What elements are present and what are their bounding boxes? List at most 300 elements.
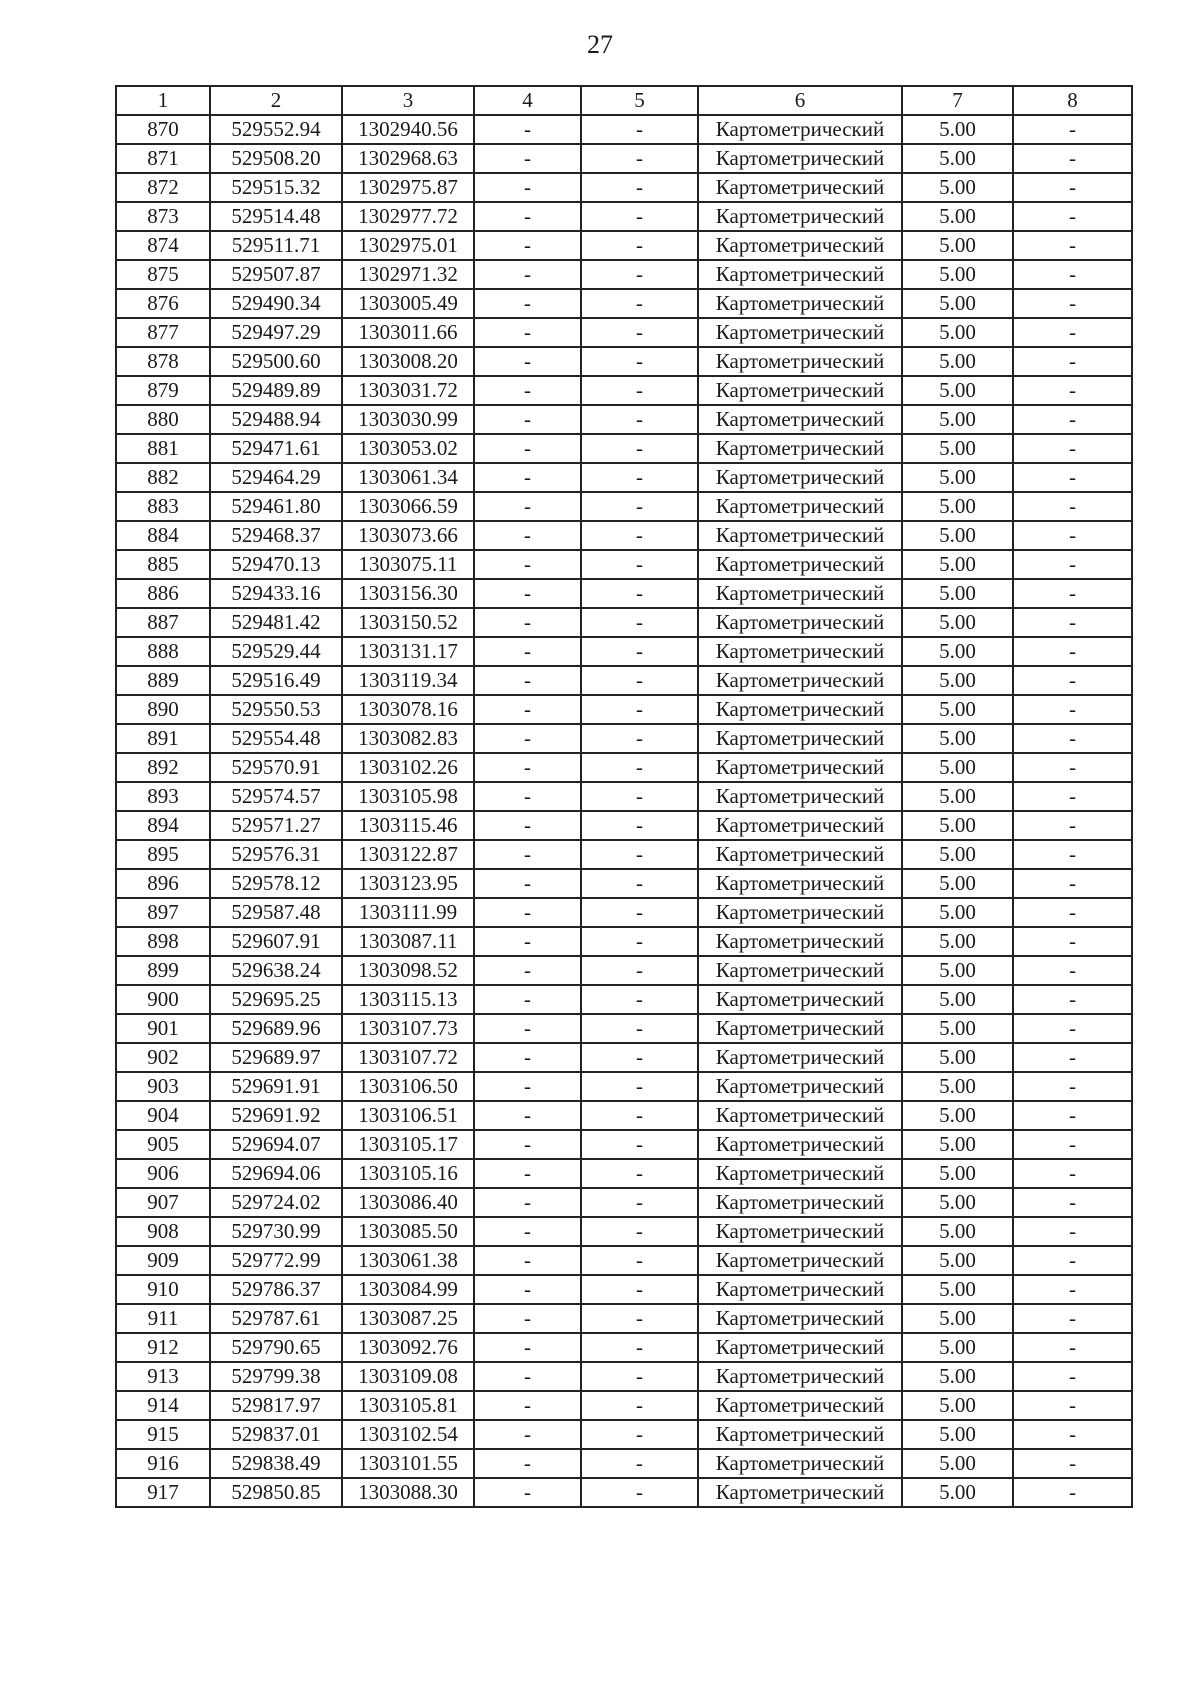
table-row — [116, 1101, 1132, 1130]
y-coordinate-cell: 1303107.73 — [342, 1014, 474, 1043]
method-cell: Картометрический — [698, 724, 902, 753]
column-5-cell: - — [581, 1304, 698, 1333]
column-8-cell: - — [1013, 434, 1132, 463]
method-cell: Картометрический — [698, 1420, 902, 1449]
column-5-cell: - — [581, 231, 698, 260]
column-5-cell: - — [581, 1246, 698, 1275]
point-number-cell: 900 — [116, 985, 210, 1014]
column-4-cell: - — [474, 1014, 581, 1043]
x-coordinate-cell: 529730.99 — [210, 1217, 342, 1246]
accuracy-cell: 5.00 — [902, 1391, 1013, 1420]
table-row — [116, 608, 1132, 637]
x-coordinate-cell: 529529.44 — [210, 637, 342, 666]
column-8-cell: - — [1013, 1101, 1132, 1130]
point-number-cell: 891 — [116, 724, 210, 753]
accuracy-cell: 5.00 — [902, 434, 1013, 463]
x-coordinate-cell: 529571.27 — [210, 811, 342, 840]
x-coordinate-cell: 529837.01 — [210, 1420, 342, 1449]
y-coordinate-cell: 1303150.52 — [342, 608, 474, 637]
column-4-cell: - — [474, 1478, 581, 1507]
accuracy-cell: 5.00 — [902, 1362, 1013, 1391]
x-coordinate-cell: 529554.48 — [210, 724, 342, 753]
column-header-7: 7 — [902, 86, 1013, 115]
table-row — [116, 724, 1132, 753]
x-coordinate-cell: 529695.25 — [210, 985, 342, 1014]
column-8-cell: - — [1013, 492, 1132, 521]
y-coordinate-cell: 1303105.16 — [342, 1159, 474, 1188]
y-coordinate-cell: 1303011.66 — [342, 318, 474, 347]
column-5-cell: - — [581, 173, 698, 202]
y-coordinate-cell: 1303087.25 — [342, 1304, 474, 1333]
y-coordinate-cell: 1303031.72 — [342, 376, 474, 405]
accuracy-cell: 5.00 — [902, 289, 1013, 318]
column-8-cell: - — [1013, 202, 1132, 231]
method-cell: Картометрический — [698, 956, 902, 985]
x-coordinate-cell: 529607.91 — [210, 927, 342, 956]
column-4-cell: - — [474, 1217, 581, 1246]
x-coordinate-cell: 529515.32 — [210, 173, 342, 202]
table-row — [116, 927, 1132, 956]
column-8-cell: - — [1013, 753, 1132, 782]
point-number-cell: 902 — [116, 1043, 210, 1072]
column-4-cell: - — [474, 1043, 581, 1072]
table-row — [116, 1217, 1132, 1246]
point-number-cell: 897 — [116, 898, 210, 927]
column-4-cell: - — [474, 724, 581, 753]
column-header-3: 3 — [342, 86, 474, 115]
column-5-cell: - — [581, 521, 698, 550]
table-row — [116, 1362, 1132, 1391]
coordinates-table — [115, 85, 1133, 1508]
column-8-cell: - — [1013, 550, 1132, 579]
column-4-cell: - — [474, 782, 581, 811]
accuracy-cell: 5.00 — [902, 753, 1013, 782]
point-number-cell: 885 — [116, 550, 210, 579]
point-number-cell: 915 — [116, 1420, 210, 1449]
x-coordinate-cell: 529481.42 — [210, 608, 342, 637]
page-number: 27 — [587, 30, 613, 59]
column-4-cell: - — [474, 927, 581, 956]
point-number-cell: 913 — [116, 1362, 210, 1391]
column-4-cell: - — [474, 173, 581, 202]
column-5-cell: - — [581, 753, 698, 782]
table-row — [116, 1246, 1132, 1275]
y-coordinate-cell: 1303082.83 — [342, 724, 474, 753]
method-cell: Картометрический — [698, 434, 902, 463]
column-4-cell: - — [474, 840, 581, 869]
y-coordinate-cell: 1303053.02 — [342, 434, 474, 463]
method-cell: Картометрический — [698, 666, 902, 695]
column-4-cell: - — [474, 1275, 581, 1304]
column-8-cell: - — [1013, 927, 1132, 956]
column-8-cell: - — [1013, 811, 1132, 840]
column-4-cell: - — [474, 956, 581, 985]
y-coordinate-cell: 1303107.72 — [342, 1043, 474, 1072]
column-5-cell: - — [581, 463, 698, 492]
accuracy-cell: 5.00 — [902, 1449, 1013, 1478]
accuracy-cell: 5.00 — [902, 550, 1013, 579]
column-8-cell: - — [1013, 1159, 1132, 1188]
column-8-cell: - — [1013, 1304, 1132, 1333]
method-cell: Картометрический — [698, 840, 902, 869]
point-number-cell: 871 — [116, 144, 210, 173]
x-coordinate-cell: 529638.24 — [210, 956, 342, 985]
table-row — [116, 1043, 1132, 1072]
point-number-cell: 873 — [116, 202, 210, 231]
point-number-cell: 876 — [116, 289, 210, 318]
accuracy-cell: 5.00 — [902, 869, 1013, 898]
point-number-cell: 903 — [116, 1072, 210, 1101]
y-coordinate-cell: 1303061.38 — [342, 1246, 474, 1275]
method-cell: Картометрический — [698, 173, 902, 202]
x-coordinate-cell: 529724.02 — [210, 1188, 342, 1217]
table-row — [116, 782, 1132, 811]
x-coordinate-cell: 529587.48 — [210, 898, 342, 927]
method-cell: Картометрический — [698, 521, 902, 550]
column-5-cell: - — [581, 1478, 698, 1507]
y-coordinate-cell: 1303111.99 — [342, 898, 474, 927]
point-number-cell: 880 — [116, 405, 210, 434]
y-coordinate-cell: 1302977.72 — [342, 202, 474, 231]
y-coordinate-cell: 1302971.32 — [342, 260, 474, 289]
column-4-cell: - — [474, 1159, 581, 1188]
accuracy-cell: 5.00 — [902, 347, 1013, 376]
x-coordinate-cell: 529508.20 — [210, 144, 342, 173]
x-coordinate-cell: 529490.34 — [210, 289, 342, 318]
table-row — [116, 260, 1132, 289]
column-5-cell: - — [581, 1043, 698, 1072]
point-number-cell: 901 — [116, 1014, 210, 1043]
y-coordinate-cell: 1303105.17 — [342, 1130, 474, 1159]
table-row — [116, 463, 1132, 492]
x-coordinate-cell: 529694.07 — [210, 1130, 342, 1159]
method-cell: Картометрический — [698, 1391, 902, 1420]
y-coordinate-cell: 1303066.59 — [342, 492, 474, 521]
column-4-cell: - — [474, 1101, 581, 1130]
point-number-cell: 904 — [116, 1101, 210, 1130]
method-cell: Картометрический — [698, 1333, 902, 1362]
table-row — [116, 811, 1132, 840]
table-row — [116, 869, 1132, 898]
accuracy-cell: 5.00 — [902, 1275, 1013, 1304]
table-row — [116, 1159, 1132, 1188]
accuracy-cell: 5.00 — [902, 1246, 1013, 1275]
column-8-cell: - — [1013, 1130, 1132, 1159]
point-number-cell: 908 — [116, 1217, 210, 1246]
column-4-cell: - — [474, 521, 581, 550]
column-4-cell: - — [474, 1391, 581, 1420]
table-row — [116, 202, 1132, 231]
column-5-cell: - — [581, 637, 698, 666]
method-cell: Картометрический — [698, 1130, 902, 1159]
column-4-cell: - — [474, 231, 581, 260]
x-coordinate-cell: 529817.97 — [210, 1391, 342, 1420]
table-row — [116, 1188, 1132, 1217]
column-5-cell: - — [581, 405, 698, 434]
point-number-cell: 898 — [116, 927, 210, 956]
accuracy-cell: 5.00 — [902, 1333, 1013, 1362]
column-4-cell: - — [474, 608, 581, 637]
x-coordinate-cell: 529689.97 — [210, 1043, 342, 1072]
column-8-cell: - — [1013, 1420, 1132, 1449]
accuracy-cell: 5.00 — [902, 608, 1013, 637]
x-coordinate-cell: 529497.29 — [210, 318, 342, 347]
column-5-cell: - — [581, 608, 698, 637]
column-5-cell: - — [581, 985, 698, 1014]
column-8-cell: - — [1013, 1449, 1132, 1478]
column-8-cell: - — [1013, 724, 1132, 753]
table-row — [116, 753, 1132, 782]
table-row — [116, 1014, 1132, 1043]
x-coordinate-cell: 529471.61 — [210, 434, 342, 463]
column-8-cell: - — [1013, 173, 1132, 202]
point-number-cell: 874 — [116, 231, 210, 260]
table-row — [116, 1420, 1132, 1449]
method-cell: Картометрический — [698, 115, 902, 144]
column-8-cell: - — [1013, 1043, 1132, 1072]
method-cell: Картометрический — [698, 1478, 902, 1507]
x-coordinate-cell: 529488.94 — [210, 405, 342, 434]
column-4-cell: - — [474, 492, 581, 521]
point-number-cell: 895 — [116, 840, 210, 869]
table-row — [116, 405, 1132, 434]
column-5-cell: - — [581, 1449, 698, 1478]
method-cell: Картометрический — [698, 1188, 902, 1217]
table-row — [116, 956, 1132, 985]
table-row — [116, 144, 1132, 173]
point-number-cell: 899 — [116, 956, 210, 985]
table-row — [116, 434, 1132, 463]
y-coordinate-cell: 1303086.40 — [342, 1188, 474, 1217]
column-8-cell: - — [1013, 1217, 1132, 1246]
point-number-cell: 892 — [116, 753, 210, 782]
column-8-cell: - — [1013, 869, 1132, 898]
method-cell: Картометрический — [698, 782, 902, 811]
column-5-cell: - — [581, 376, 698, 405]
point-number-cell: 893 — [116, 782, 210, 811]
method-cell: Картометрический — [698, 1246, 902, 1275]
column-5-cell: - — [581, 434, 698, 463]
accuracy-cell: 5.00 — [902, 956, 1013, 985]
column-header-2: 2 — [210, 86, 342, 115]
y-coordinate-cell: 1303106.50 — [342, 1072, 474, 1101]
column-8-cell: - — [1013, 898, 1132, 927]
column-8-cell: - — [1013, 521, 1132, 550]
y-coordinate-cell: 1303123.95 — [342, 869, 474, 898]
column-5-cell: - — [581, 492, 698, 521]
accuracy-cell: 5.00 — [902, 1014, 1013, 1043]
accuracy-cell: 5.00 — [902, 115, 1013, 144]
column-5-cell: - — [581, 840, 698, 869]
y-coordinate-cell: 1303101.55 — [342, 1449, 474, 1478]
column-4-cell: - — [474, 1304, 581, 1333]
column-8-cell: - — [1013, 1362, 1132, 1391]
point-number-cell: 886 — [116, 579, 210, 608]
method-cell: Картометрический — [698, 869, 902, 898]
column-4-cell: - — [474, 376, 581, 405]
method-cell: Картометрический — [698, 318, 902, 347]
column-8-cell: - — [1013, 637, 1132, 666]
x-coordinate-cell: 529790.65 — [210, 1333, 342, 1362]
point-number-cell: 882 — [116, 463, 210, 492]
column-5-cell: - — [581, 1362, 698, 1391]
column-5-cell: - — [581, 318, 698, 347]
table-row — [116, 1449, 1132, 1478]
column-8-cell: - — [1013, 840, 1132, 869]
table-row — [116, 231, 1132, 260]
column-4-cell: - — [474, 869, 581, 898]
method-cell: Картометрический — [698, 231, 902, 260]
y-coordinate-cell: 1303156.30 — [342, 579, 474, 608]
y-coordinate-cell: 1303092.76 — [342, 1333, 474, 1362]
column-5-cell: - — [581, 144, 698, 173]
column-4-cell: - — [474, 1072, 581, 1101]
column-8-cell: - — [1013, 144, 1132, 173]
accuracy-cell: 5.00 — [902, 1188, 1013, 1217]
column-4-cell: - — [474, 1449, 581, 1478]
table-row — [116, 666, 1132, 695]
column-5-cell: - — [581, 666, 698, 695]
point-number-cell: 894 — [116, 811, 210, 840]
x-coordinate-cell: 529787.61 — [210, 1304, 342, 1333]
column-8-cell: - — [1013, 1014, 1132, 1043]
point-number-cell: 889 — [116, 666, 210, 695]
accuracy-cell: 5.00 — [902, 521, 1013, 550]
column-8-cell: - — [1013, 666, 1132, 695]
column-5-cell: - — [581, 1188, 698, 1217]
method-cell: Картометрический — [698, 753, 902, 782]
column-5-cell: - — [581, 1217, 698, 1246]
table-row — [116, 579, 1132, 608]
method-cell: Картометрический — [698, 289, 902, 318]
x-coordinate-cell: 529500.60 — [210, 347, 342, 376]
column-8-cell: - — [1013, 289, 1132, 318]
column-4-cell: - — [474, 289, 581, 318]
column-4-cell: - — [474, 898, 581, 927]
column-4-cell: - — [474, 985, 581, 1014]
x-coordinate-cell: 529786.37 — [210, 1275, 342, 1304]
column-4-cell: - — [474, 1188, 581, 1217]
column-4-cell: - — [474, 115, 581, 144]
column-8-cell: - — [1013, 1391, 1132, 1420]
column-4-cell: - — [474, 405, 581, 434]
point-number-cell: 914 — [116, 1391, 210, 1420]
table-row — [116, 173, 1132, 202]
y-coordinate-cell: 1303115.46 — [342, 811, 474, 840]
accuracy-cell: 5.00 — [902, 637, 1013, 666]
table-row — [116, 347, 1132, 376]
accuracy-cell: 5.00 — [902, 1217, 1013, 1246]
y-coordinate-cell: 1303131.17 — [342, 637, 474, 666]
x-coordinate-cell: 529461.80 — [210, 492, 342, 521]
accuracy-cell: 5.00 — [902, 260, 1013, 289]
table-row — [116, 695, 1132, 724]
column-5-cell: - — [581, 289, 698, 318]
point-number-cell: 896 — [116, 869, 210, 898]
column-5-cell: - — [581, 1275, 698, 1304]
column-8-cell: - — [1013, 1188, 1132, 1217]
column-8-cell: - — [1013, 1246, 1132, 1275]
column-4-cell: - — [474, 550, 581, 579]
x-coordinate-cell: 529470.13 — [210, 550, 342, 579]
accuracy-cell: 5.00 — [902, 724, 1013, 753]
point-number-cell: 916 — [116, 1449, 210, 1478]
y-coordinate-cell: 1303106.51 — [342, 1101, 474, 1130]
x-coordinate-cell: 529514.48 — [210, 202, 342, 231]
table-body — [116, 115, 1132, 1507]
accuracy-cell: 5.00 — [902, 782, 1013, 811]
accuracy-cell: 5.00 — [902, 492, 1013, 521]
accuracy-cell: 5.00 — [902, 666, 1013, 695]
table-row — [116, 1072, 1132, 1101]
method-cell: Картометрический — [698, 811, 902, 840]
point-number-cell: 879 — [116, 376, 210, 405]
y-coordinate-cell: 1303105.98 — [342, 782, 474, 811]
column-8-cell: - — [1013, 608, 1132, 637]
y-coordinate-cell: 1303105.81 — [342, 1391, 474, 1420]
point-number-cell: 887 — [116, 608, 210, 637]
accuracy-cell: 5.00 — [902, 1130, 1013, 1159]
column-4-cell: - — [474, 1246, 581, 1275]
method-cell: Картометрический — [698, 405, 902, 434]
column-4-cell: - — [474, 637, 581, 666]
accuracy-cell: 5.00 — [902, 144, 1013, 173]
column-8-cell: - — [1013, 260, 1132, 289]
column-header-4: 4 — [474, 86, 581, 115]
method-cell: Картометрический — [698, 550, 902, 579]
y-coordinate-cell: 1303122.87 — [342, 840, 474, 869]
column-header-6: 6 — [698, 86, 902, 115]
point-number-cell: 906 — [116, 1159, 210, 1188]
method-cell: Картометрический — [698, 898, 902, 927]
column-5-cell: - — [581, 695, 698, 724]
column-4-cell: - — [474, 1130, 581, 1159]
table-row — [116, 521, 1132, 550]
accuracy-cell: 5.00 — [902, 463, 1013, 492]
y-coordinate-cell: 1303119.34 — [342, 666, 474, 695]
column-4-cell: - — [474, 318, 581, 347]
method-cell: Картометрический — [698, 1275, 902, 1304]
column-8-cell: - — [1013, 1072, 1132, 1101]
column-4-cell: - — [474, 260, 581, 289]
table-row — [116, 376, 1132, 405]
accuracy-cell: 5.00 — [902, 202, 1013, 231]
column-5-cell: - — [581, 1333, 698, 1362]
accuracy-cell: 5.00 — [902, 927, 1013, 956]
method-cell: Картометрический — [698, 463, 902, 492]
x-coordinate-cell: 529511.71 — [210, 231, 342, 260]
column-4-cell: - — [474, 811, 581, 840]
column-5-cell: - — [581, 1130, 698, 1159]
column-4-cell: - — [474, 579, 581, 608]
column-4-cell: - — [474, 666, 581, 695]
column-header-5: 5 — [581, 86, 698, 115]
column-8-cell: - — [1013, 782, 1132, 811]
accuracy-cell: 5.00 — [902, 1159, 1013, 1188]
column-4-cell: - — [474, 144, 581, 173]
column-8-cell: - — [1013, 579, 1132, 608]
accuracy-cell: 5.00 — [902, 579, 1013, 608]
table-row — [116, 1391, 1132, 1420]
table-row — [116, 492, 1132, 521]
column-5-cell: - — [581, 347, 698, 376]
accuracy-cell: 5.00 — [902, 811, 1013, 840]
column-5-cell: - — [581, 869, 698, 898]
column-5-cell: - — [581, 782, 698, 811]
point-number-cell: 910 — [116, 1275, 210, 1304]
column-5-cell: - — [581, 260, 698, 289]
method-cell: Картометрический — [698, 144, 902, 173]
